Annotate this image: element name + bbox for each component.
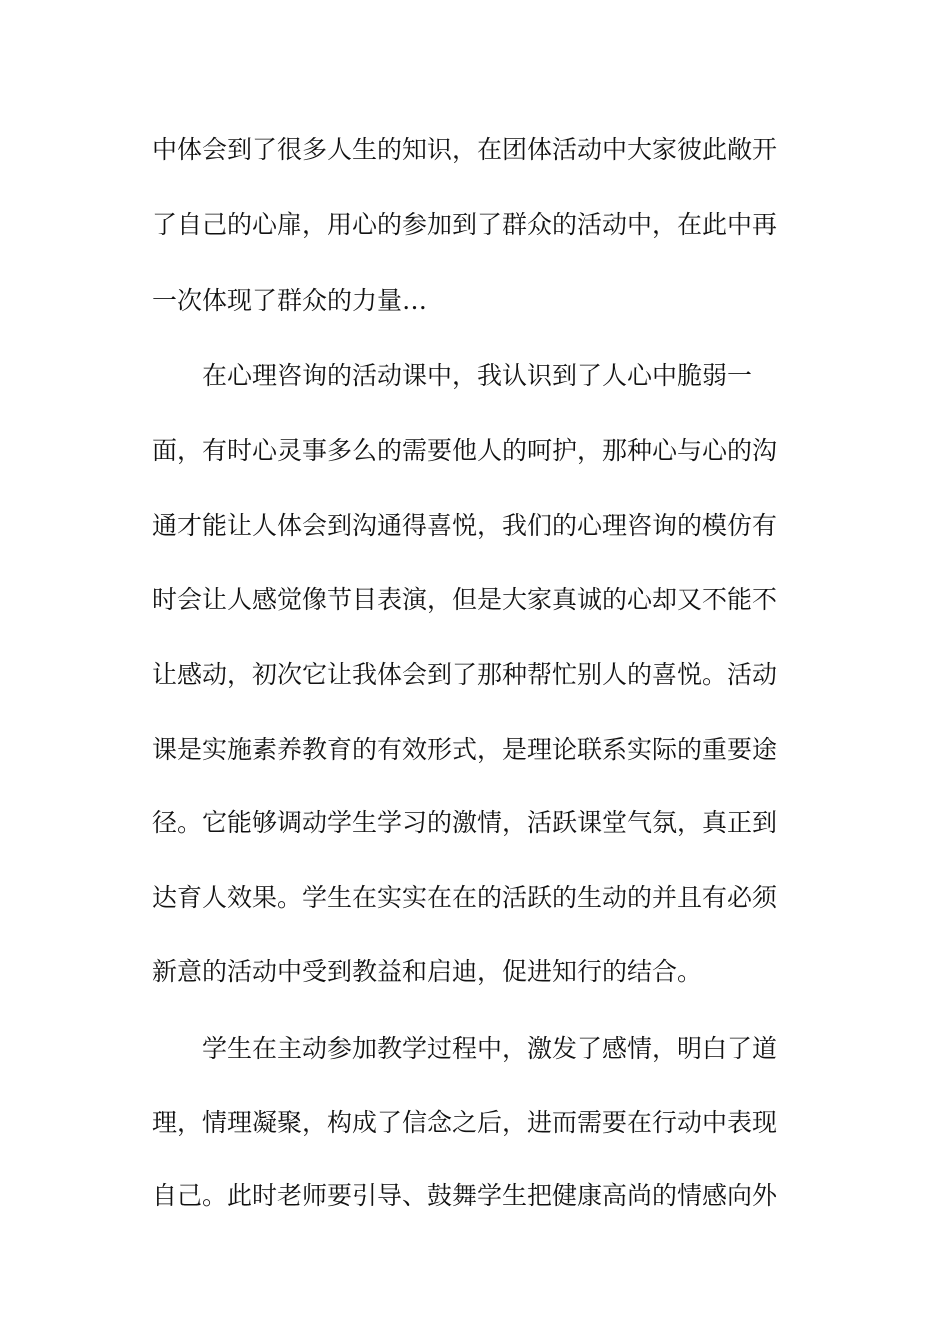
paragraph-start-line: 学生在主动参加教学过程中，激发了感情，明白了道 [202,1034,778,1063]
text-line: 面，有时心灵事多么的需要他人的呵护，那种心与心的沟 [152,436,778,465]
text-line: 中体会到了很多人生的知识，在团体活动中大家彼此敞开 [152,135,778,164]
text-line: 让感动，初次它让我体会到了那种帮忙别人的喜悦。活动 [152,660,778,689]
text-line: 一次体现了群众的力量… [152,286,428,315]
text-line: 了自己的心扉，用心的参加到了群众的活动中，在此中再 [152,210,778,239]
text-line: 课是实施素养教育的有效形式，是理论联系实际的重要途 [152,735,778,764]
text-line: 自己。此时老师要引导、鼓舞学生把健康高尚的情感向外 [152,1181,778,1210]
text-line: 时会让人感觉像节目表演，但是大家真诚的心却又不能不 [152,585,778,614]
text-line: 新意的活动中受到教益和启迪，促进知行的结合。 [152,957,703,986]
text-line: 径。它能够调动学生学习的激情，活跃课堂气氛，真正到 [152,808,778,837]
text-line: 理，情理凝聚，构成了信念之后，进而需要在行动中表现 [152,1108,778,1137]
text-line: 通才能让人体会到沟通得喜悦，我们的心理咨询的模仿有 [152,511,778,540]
paragraph-start-line: 在心理咨询的活动课中，我认识到了人心中脆弱一 [202,361,753,390]
text-line: 达育人效果。学生在实实在在的活跃的生动的并且有必须 [152,883,778,912]
